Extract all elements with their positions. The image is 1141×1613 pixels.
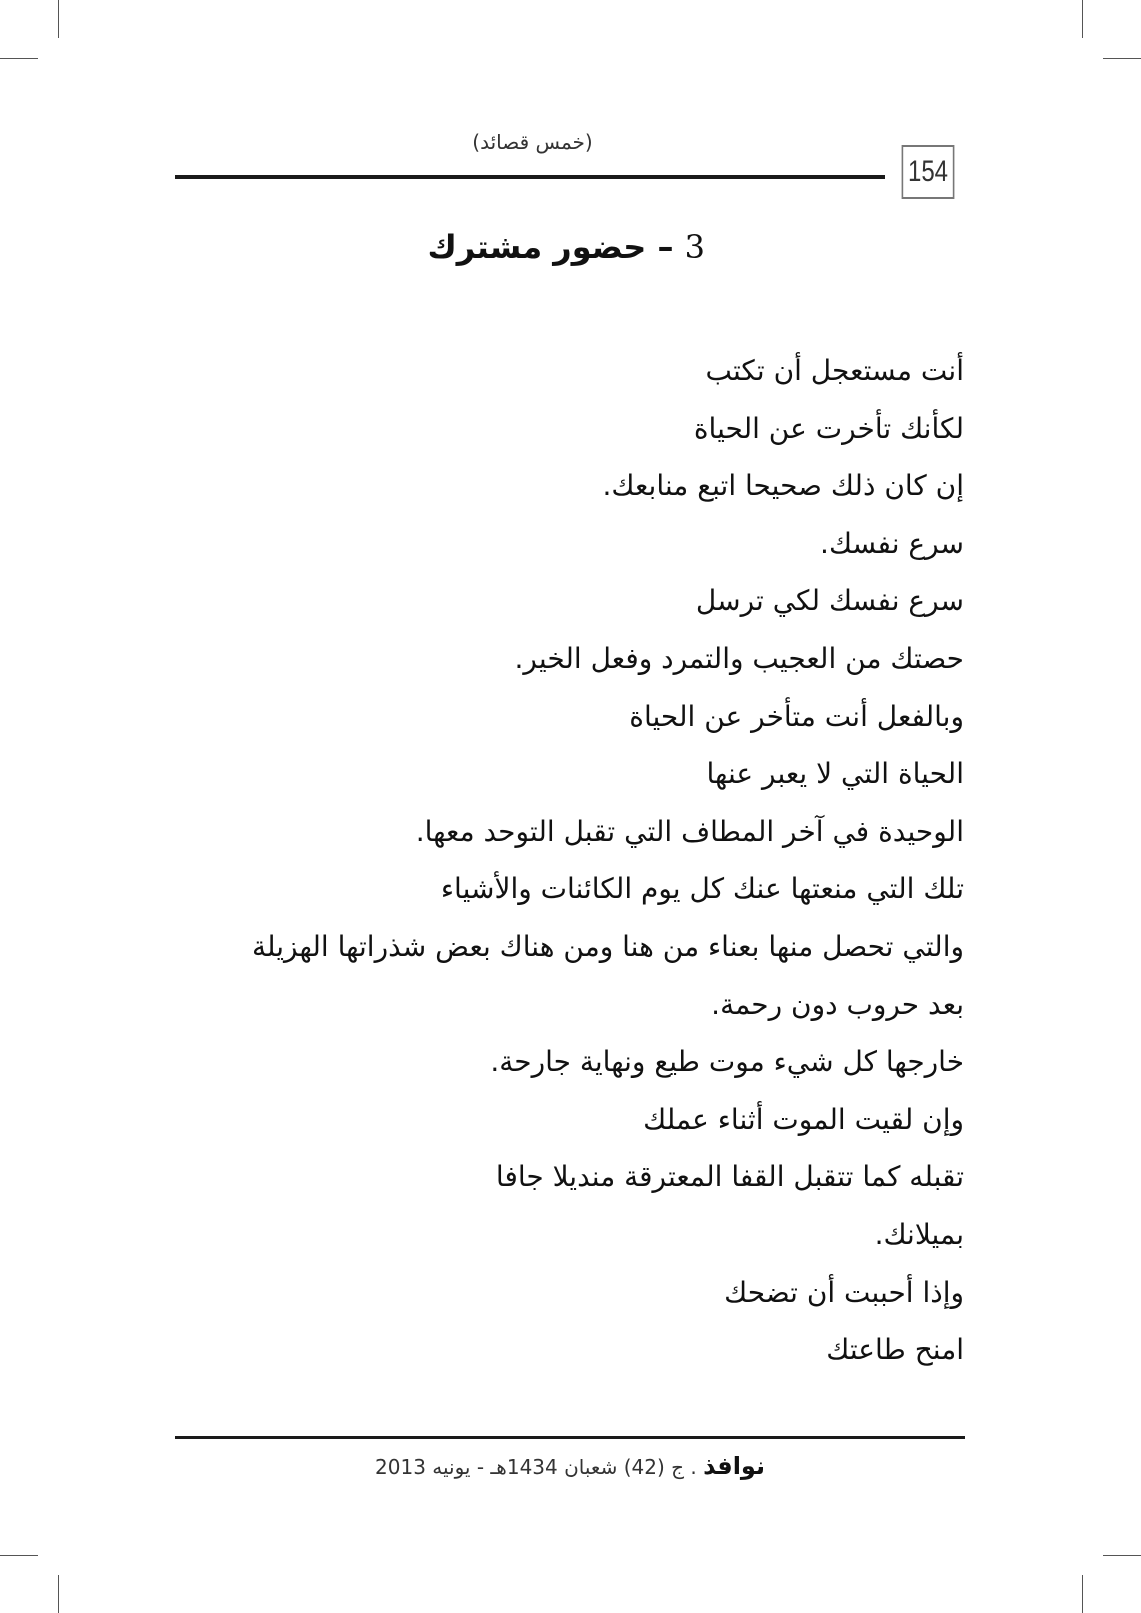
poem-line: لكأنك تأخرت عن الحياة <box>693 411 964 445</box>
poem-line: وإن لقيت الموت أثناء عملك <box>643 1102 964 1136</box>
crop-mark <box>58 0 59 38</box>
title-dash: – <box>657 228 674 266</box>
journal-name: نوافذ <box>703 1452 765 1480</box>
crop-mark <box>1103 1555 1141 1556</box>
poem-line: سرع نفسك لكي ترسل <box>695 584 964 618</box>
poem-line: وإذا أحببت أن تضحك <box>724 1275 964 1309</box>
poem-line: والتي تحصل منها بعناء من هنا ومن هناك بعض شذراتها الهزيلة <box>251 929 964 963</box>
crop-mark <box>1103 58 1141 59</box>
poem-line: وبالفعل أنت متأخر عن الحياة <box>629 699 964 733</box>
poem-line: إن كان ذلك صحيحا اتبع منابعك. <box>602 469 964 503</box>
poem-line: سرع نفسك. <box>820 526 964 560</box>
header-rule <box>175 175 885 179</box>
poem-line: تقبله كما تتقبل القفا المعترقة منديلا جافا <box>495 1160 964 1194</box>
poem-line: خارجها كل شيء موت طيع ونهاية جارحة. <box>490 1045 964 1079</box>
poem-line: الحياة التي لا يعبر عنها <box>706 757 964 791</box>
poem-line: حصتك من العجيب والتمرد وفعل الخير. <box>514 641 964 675</box>
crop-mark <box>1082 0 1083 38</box>
poem-number: 3 <box>684 228 705 266</box>
crop-mark <box>0 58 38 59</box>
poem-line: الوحيدة في آخر المطاف التي تقبل التوحد معها. <box>415 814 964 848</box>
running-title: (خمس قصائد) <box>472 130 593 154</box>
poem-body <box>172 342 964 1379</box>
footer-rule <box>175 1436 965 1439</box>
crop-mark <box>1082 1575 1083 1613</box>
poem-line: أنت مستعجل أن تكتب <box>705 354 964 387</box>
poem-line: امنح طاعتك <box>826 1333 964 1367</box>
page-number: 154 <box>902 145 955 199</box>
poem-line: بعد حروب دون رحمة. <box>711 987 964 1021</box>
poem-line: تلك التي منعتها عنك كل يوم الكائنات والأشياء <box>440 872 964 906</box>
poem-title <box>175 228 705 266</box>
crop-mark <box>0 1555 38 1556</box>
footer <box>175 1452 965 1480</box>
issue-info: . ج (42) شعبان 1434هـ - يونيه 2013 <box>375 1455 697 1479</box>
poem-title-text: حضور مشترك <box>427 228 647 266</box>
crop-mark <box>58 1575 59 1613</box>
poem-line: بميلانك. <box>874 1217 964 1251</box>
